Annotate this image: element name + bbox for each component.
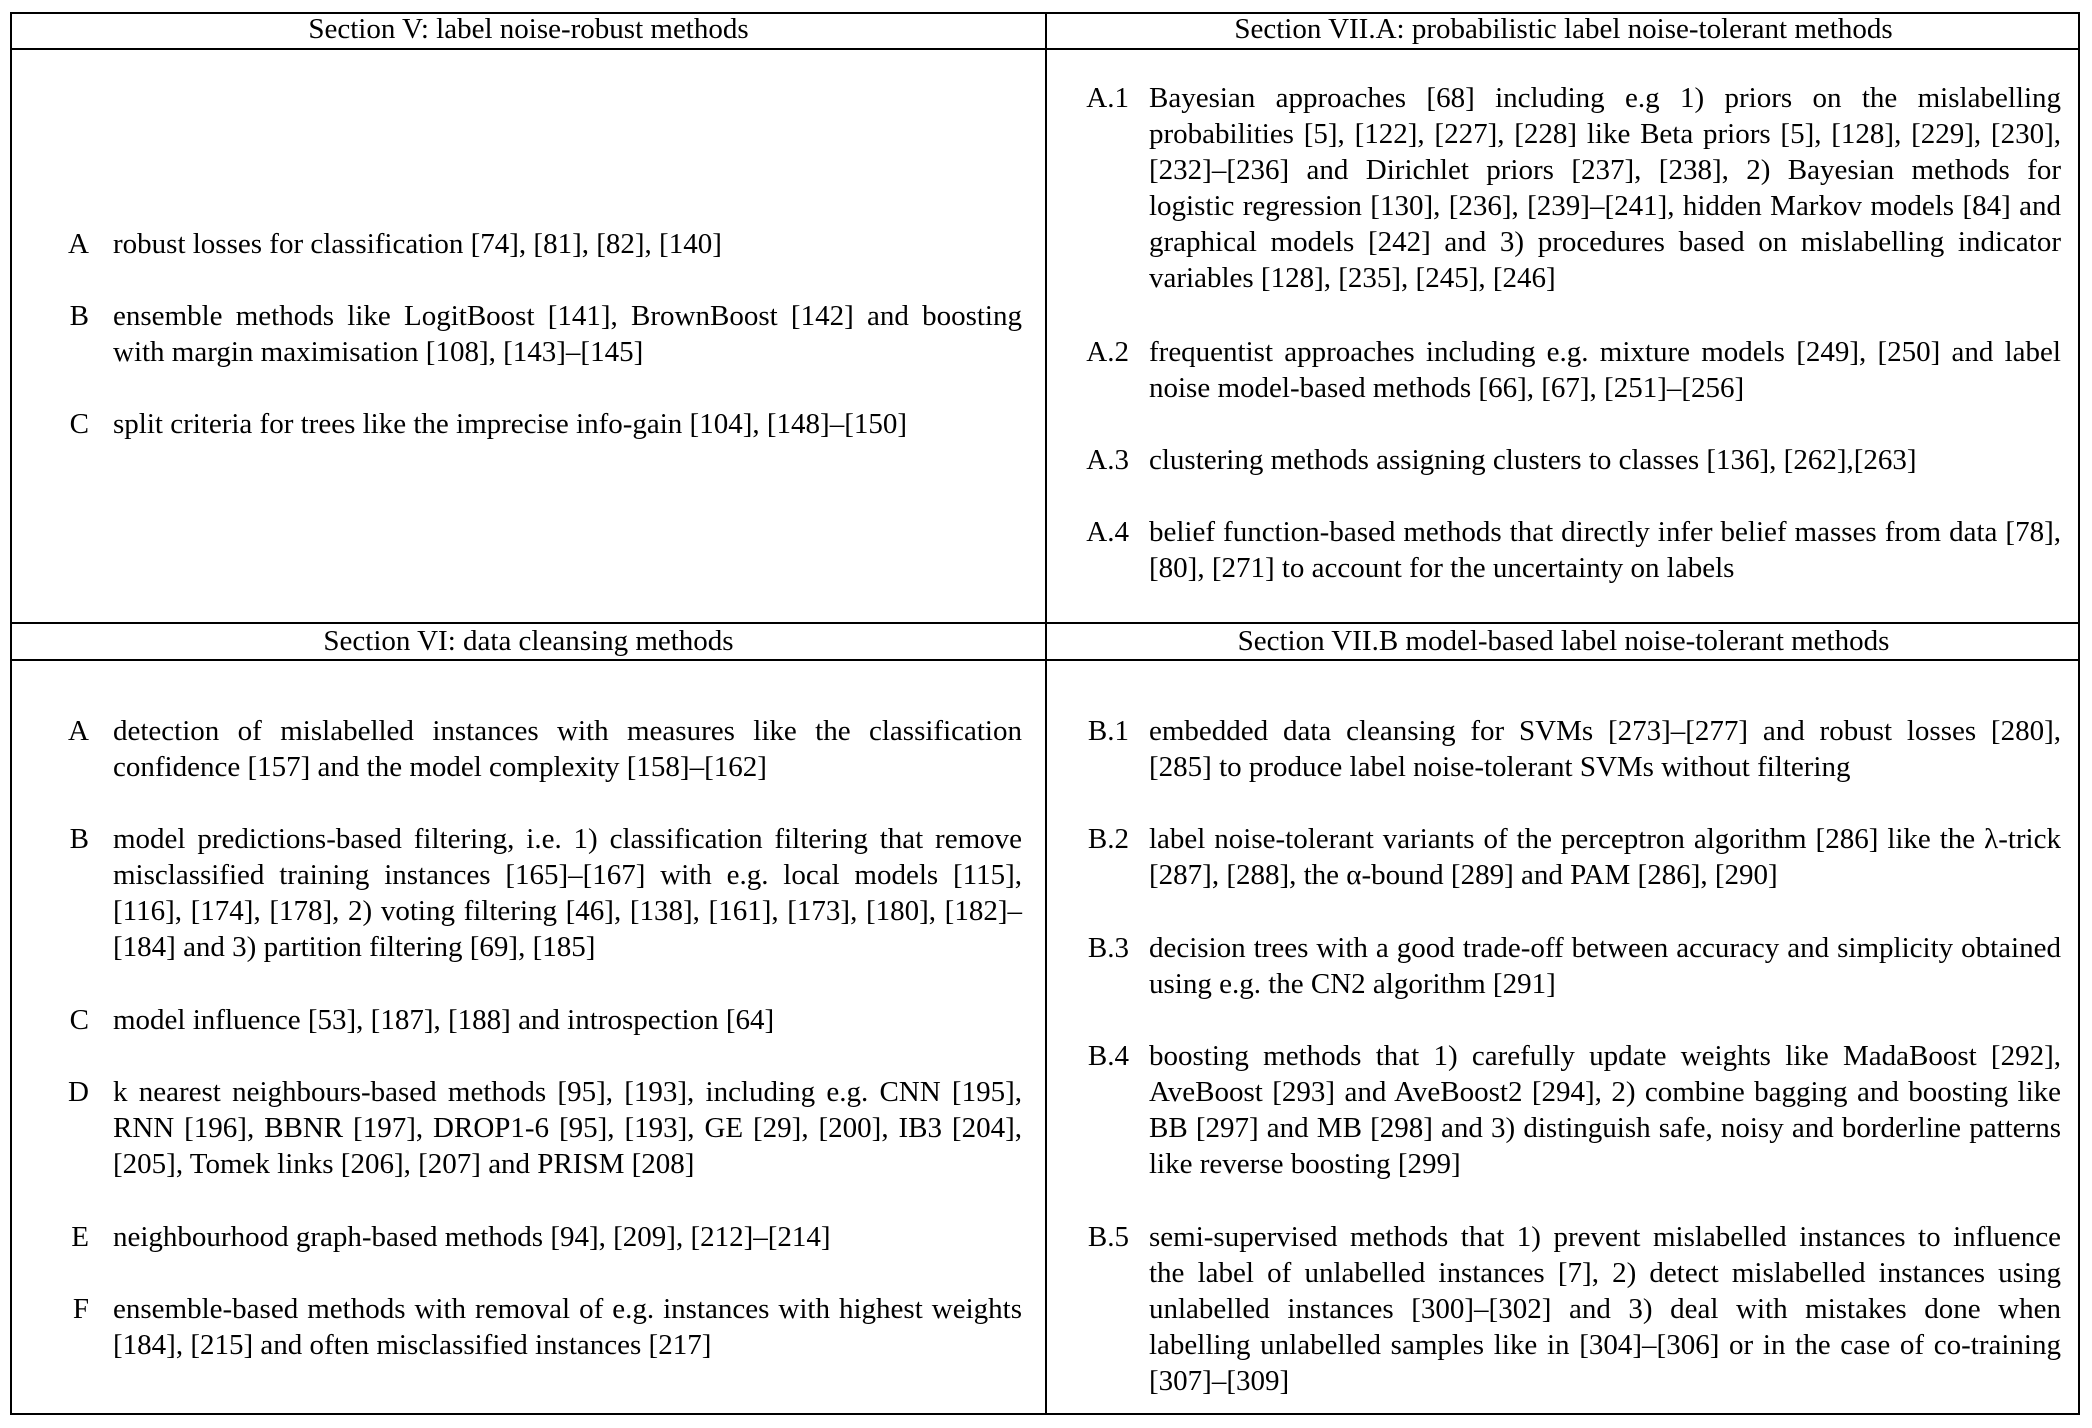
- item-label: B: [69, 823, 89, 855]
- panel-section-v: [12, 14, 1045, 622]
- item-text: model predictions-based filtering, i.e. 1) classification filtering that remove misclassified training instances [165]–[167] with e.g. local models [115], [116], [174], [178], 2) voting filtering [46], [138], [161], [173], [180], [182]–[184] and 3) partition filtering [69], [185]: [113, 823, 1022, 963]
- item-label: C: [69, 1004, 89, 1036]
- header-section-vii-b: Section VII.B model-based label noise-tolerant methods: [1237, 625, 1890, 657]
- item-label: B: [69, 300, 89, 332]
- header-section-v: Section V: label noise-robust methods: [308, 13, 749, 45]
- item-label: B.2: [1087, 823, 1129, 855]
- panel-section-vii-a: [1047, 14, 2080, 622]
- item-label: E: [71, 1221, 89, 1253]
- item-label: A.1: [1086, 82, 1129, 114]
- item-text: clustering methods assigning clusters to classes [136], [262],[263]: [1149, 444, 1917, 476]
- item-text: model influence [53], [187], [188] and introspection [64]: [113, 1004, 775, 1036]
- item-text: detection of mislabelled instances with measures like the classification confidence [157] and the model complexity [158]–[162]: [113, 715, 1022, 783]
- item-text: label noise-tolerant variants of the perceptron algorithm [286] like the λ-trick [287], [288], the α-bound [289] and PAM [286], [290]: [1149, 823, 2061, 891]
- item-label: B.4: [1087, 1040, 1129, 1072]
- item-label: A.4: [1086, 516, 1129, 548]
- item-text: decision trees with a good trade-off between accuracy and simplicity obtained using e.g. the CN2 algorithm [291]: [1149, 932, 2061, 1000]
- item-text: neighbourhood graph-based methods [94], [209], [212]–[214]: [113, 1221, 831, 1253]
- item-label: A.3: [1086, 444, 1129, 476]
- item-text: frequentist approaches including e.g. mixture models [249], [250] and label noise model-based methods [66], [67], [251]–[256]: [1149, 336, 2061, 404]
- item-label: B.3: [1087, 932, 1129, 964]
- item-label: F: [72, 1293, 89, 1325]
- item-label: A: [68, 715, 89, 747]
- item-label: C: [69, 408, 89, 440]
- panel-section-vi: [12, 661, 1045, 1415]
- classification-table: [10, 12, 2080, 1415]
- header-section-vi: Section VI: data cleansing methods: [323, 625, 734, 657]
- item-text: k nearest neighbours-based methods [95], [193], including e.g. CNN [195], RNN [196], BBNR [197], DROP1-6 [95], [193], GE [29], [200], IB3 [204], [205], Tomek links [206], [207] and PRISM [208]: [113, 1076, 1022, 1180]
- item-text: ensemble methods like LogitBoost [141], BrownBoost [142] and boosting with margin maximisation [108], [143]–[145]: [113, 300, 1022, 368]
- item-label: D: [68, 1076, 89, 1108]
- item-text: semi-supervised methods that 1) prevent mislabelled instances to influence the label of unlabelled instances [7], 2) detect mislabelled instances using unlabelled instances [300]–[302] and 3) deal with mistakes done when labelling unlabelled samples like in [304]–[306] or in the case of co-training [307]–[309]: [1149, 1221, 2061, 1397]
- item-text: Bayesian approaches [68] including e.g 1) priors on the mislabelling probabilities [5], [122], [227], [228] like Beta priors [5], [128], [229], [230], [232]–[236] and Dirichlet priors [237], [238], 2) Bayesian methods for logistic regression [130], [236], [239]–[241], hidden Markov models [84] and graphical models [242] and 3) procedures based on mislabelling indicator variables [128], [235], [245], [246]: [1149, 82, 2061, 294]
- item-label: A.2: [1086, 336, 1129, 368]
- item-text: split criteria for trees like the imprecise info-gain [104], [148]–[150]: [113, 408, 908, 440]
- item-text: ensemble-based methods with removal of e.g. instances with highest weights [184], [215] and often misclassified instances [217]: [113, 1293, 1022, 1361]
- item-label: B.1: [1087, 715, 1129, 747]
- item-label: A: [68, 228, 89, 260]
- item-text: robust losses for classification [74], [81], [82], [140]: [113, 228, 722, 260]
- item-text: embedded data cleansing for SVMs [273]–[277] and robust losses [280], [285] to produce label noise-tolerant SVMs without filtering: [1149, 715, 2061, 783]
- item-label: B.5: [1087, 1221, 1129, 1253]
- panel-section-vii-b: [1047, 661, 2080, 1415]
- item-text: boosting methods that 1) carefully update weights like MadaBoost [292], AveBoost [293] and AveBoost2 [294], 2) combine bagging and boosting like BB [297] and MB [298] and 3) distinguish safe, noisy and borderline patterns like reverse boosting [299]: [1149, 1040, 2061, 1180]
- header-section-vii-a: Section VII.A: probabilistic label noise-tolerant methods: [1234, 13, 1893, 45]
- item-text: belief function-based methods that directly infer belief masses from data [78], [80], [271] to account for the uncertainty on labels: [1149, 516, 2061, 584]
